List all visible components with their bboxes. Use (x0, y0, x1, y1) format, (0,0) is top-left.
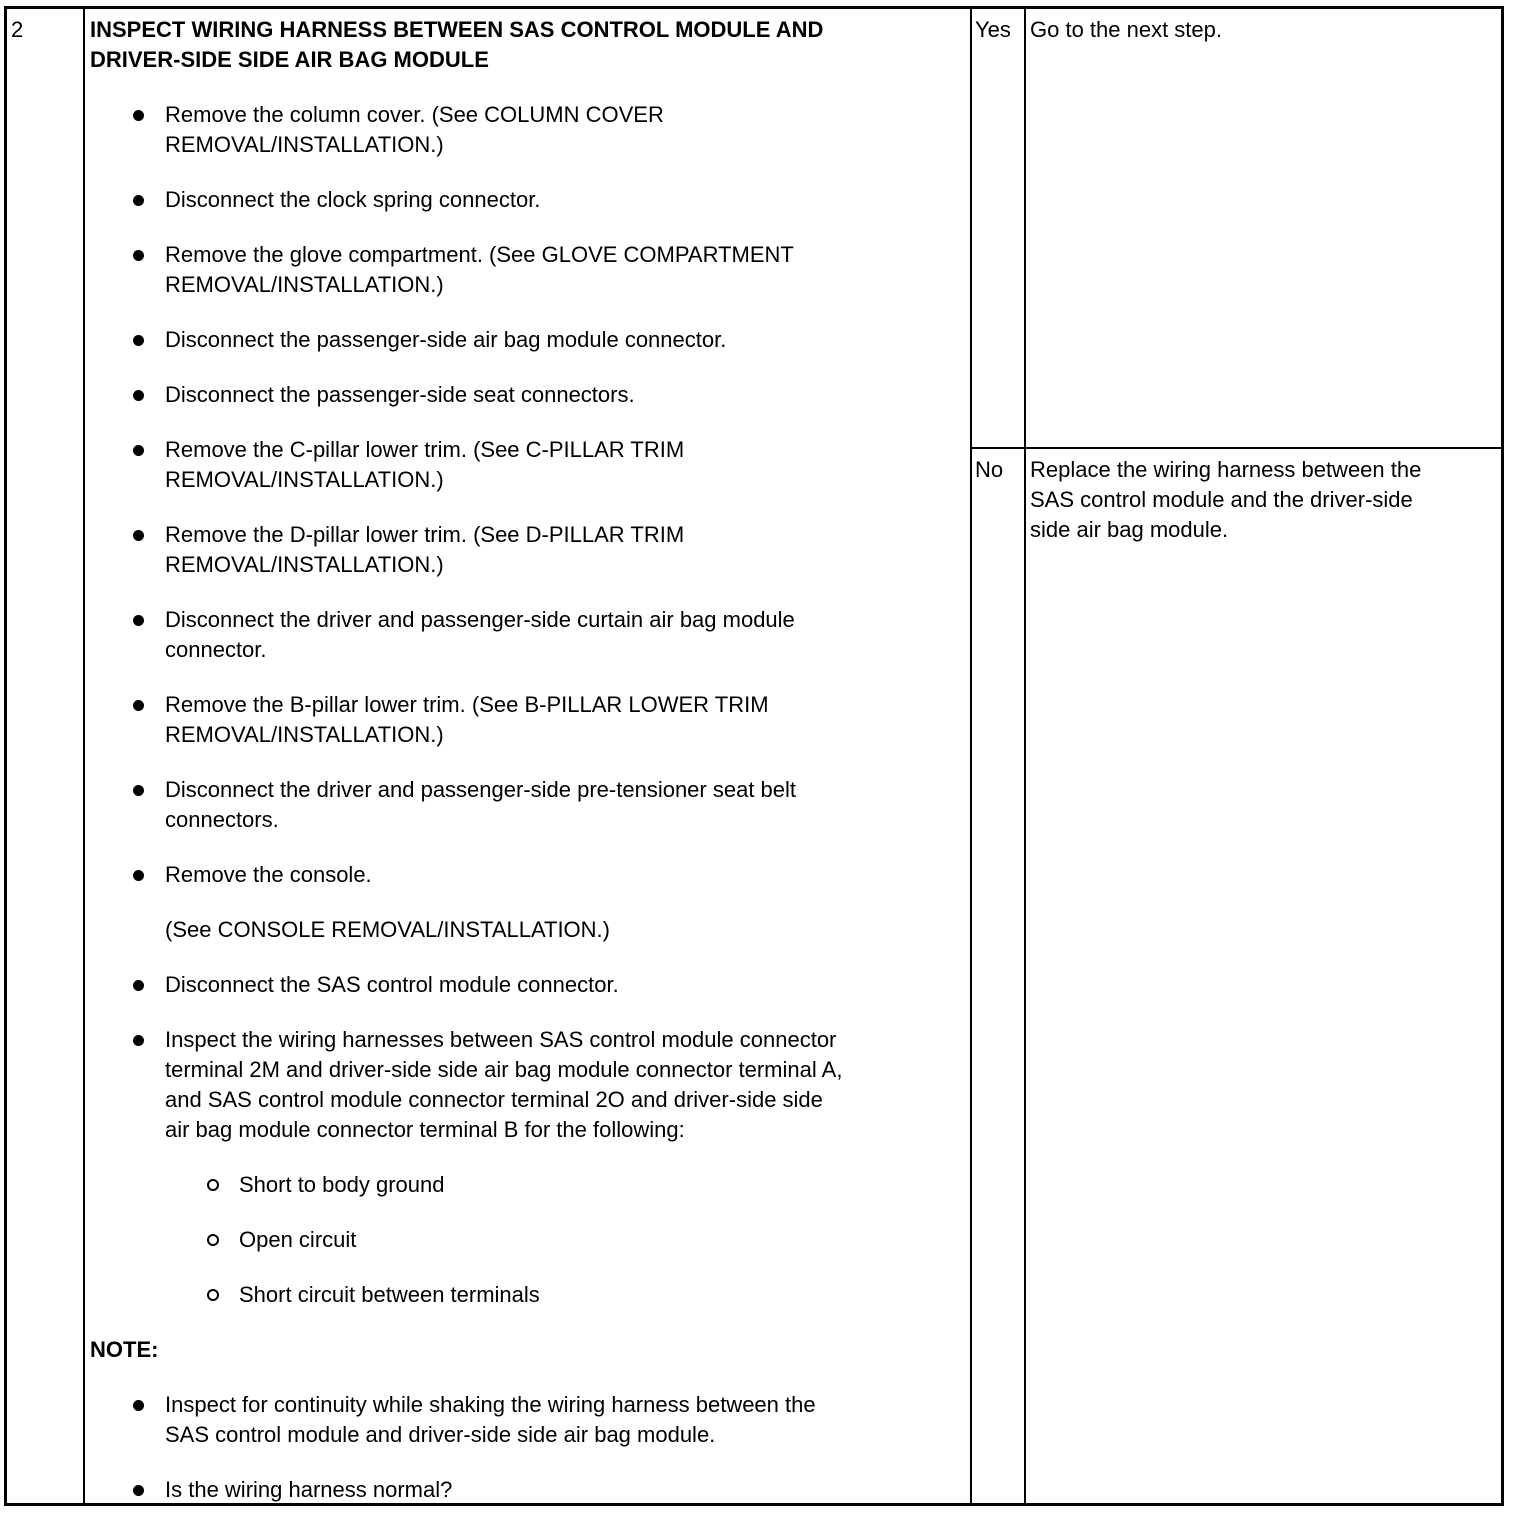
instruction-line: Disconnect the passenger-side air bag module connector. (165, 327, 727, 352)
bullet-icon (133, 1485, 144, 1496)
hollow-bullet-icon (207, 1289, 219, 1301)
no-action-line: SAS control module and the driver-side (1030, 487, 1413, 512)
instruction-line: Disconnect the driver and passenger-side pre-tensioner seat belt (165, 777, 797, 802)
instruction-line: REMOVAL/INSTALLATION.) (165, 467, 444, 492)
column-divider-step (83, 9, 85, 1503)
step-title-line: DRIVER-SIDE SIDE AIR BAG MODULE (90, 47, 489, 72)
check-item: Short to body ground (239, 1172, 445, 1197)
no-action-line: Replace the wiring harness between the (1030, 457, 1422, 482)
note-line: SAS control module and driver-side side air bag module. (165, 1422, 716, 1447)
bullet-icon (133, 335, 144, 346)
instruction-line: and SAS control module connector terminal 2O and driver-side side (165, 1087, 823, 1112)
hollow-bullet-icon (207, 1234, 219, 1246)
bullet-icon (133, 110, 144, 121)
bullet-icon (133, 390, 144, 401)
instruction-line: Remove the console. (165, 862, 372, 887)
instruction-line: Remove the glove compartment. (See GLOVE COMPARTMENT (165, 242, 794, 267)
yes-label: Yes (975, 17, 1011, 42)
check-item: Open circuit (239, 1227, 357, 1252)
instruction-line: air bag module connector terminal B for the following: (165, 1117, 685, 1142)
yes-no-divider (970, 447, 1501, 449)
procedure-table (4, 6, 1504, 1506)
hollow-bullet-icon (207, 1179, 219, 1191)
instruction-line: (See CONSOLE REMOVAL/INSTALLATION.) (165, 917, 610, 942)
bullet-icon (133, 250, 144, 261)
step-title-line: INSPECT WIRING HARNESS BETWEEN SAS CONTROL MODULE AND (90, 17, 824, 42)
instruction-line: connector. (165, 637, 267, 662)
bullet-icon (133, 1035, 144, 1046)
instruction-line: REMOVAL/INSTALLATION.) (165, 132, 444, 157)
no-action-line: side air bag module. (1030, 517, 1229, 542)
bullet-icon (133, 530, 144, 541)
bullet-icon (133, 615, 144, 626)
bullet-icon (133, 700, 144, 711)
instruction-line: Disconnect the passenger-side seat connectors. (165, 382, 635, 407)
step-number: 2 (11, 17, 24, 42)
instruction-line: Remove the column cover. (See COLUMN COVER (165, 102, 664, 127)
column-divider-action (1024, 9, 1026, 1503)
no-label: No (975, 457, 1004, 482)
bullet-icon (133, 785, 144, 796)
note-line: Inspect for continuity while shaking the wiring harness between the (165, 1392, 816, 1417)
instruction-line: terminal 2M and driver-side side air bag module connector terminal A, (165, 1057, 843, 1082)
instruction-line: Remove the D-pillar lower trim. (See D-PILLAR TRIM (165, 522, 685, 547)
instruction-line: Disconnect the SAS control module connector. (165, 972, 619, 997)
instruction-line: REMOVAL/INSTALLATION.) (165, 552, 444, 577)
instruction-line: Remove the C-pillar lower trim. (See C-PILLAR TRIM (165, 437, 685, 462)
instruction-line: Disconnect the clock spring connector. (165, 187, 541, 212)
bullet-icon (133, 195, 144, 206)
bullet-icon (133, 445, 144, 456)
yes-action: Go to the next step. (1030, 17, 1223, 42)
instruction-line: Remove the B-pillar lower trim. (See B-PILLAR LOWER TRIM (165, 692, 769, 717)
instruction-line: REMOVAL/INSTALLATION.) (165, 272, 444, 297)
instruction-line: connectors. (165, 807, 279, 832)
instruction-line: Disconnect the driver and passenger-side curtain air bag module (165, 607, 795, 632)
instruction-line: REMOVAL/INSTALLATION.) (165, 722, 444, 747)
note-line: Is the wiring harness normal? (165, 1477, 453, 1502)
note-label: NOTE: (90, 1337, 159, 1362)
bullet-icon (133, 980, 144, 991)
bullet-icon (133, 1400, 144, 1411)
column-divider-answer (970, 9, 972, 1503)
bullet-icon (133, 870, 144, 881)
check-item: Short circuit between terminals (239, 1282, 540, 1307)
instruction-line: Inspect the wiring harnesses between SAS control module connector (165, 1027, 837, 1052)
